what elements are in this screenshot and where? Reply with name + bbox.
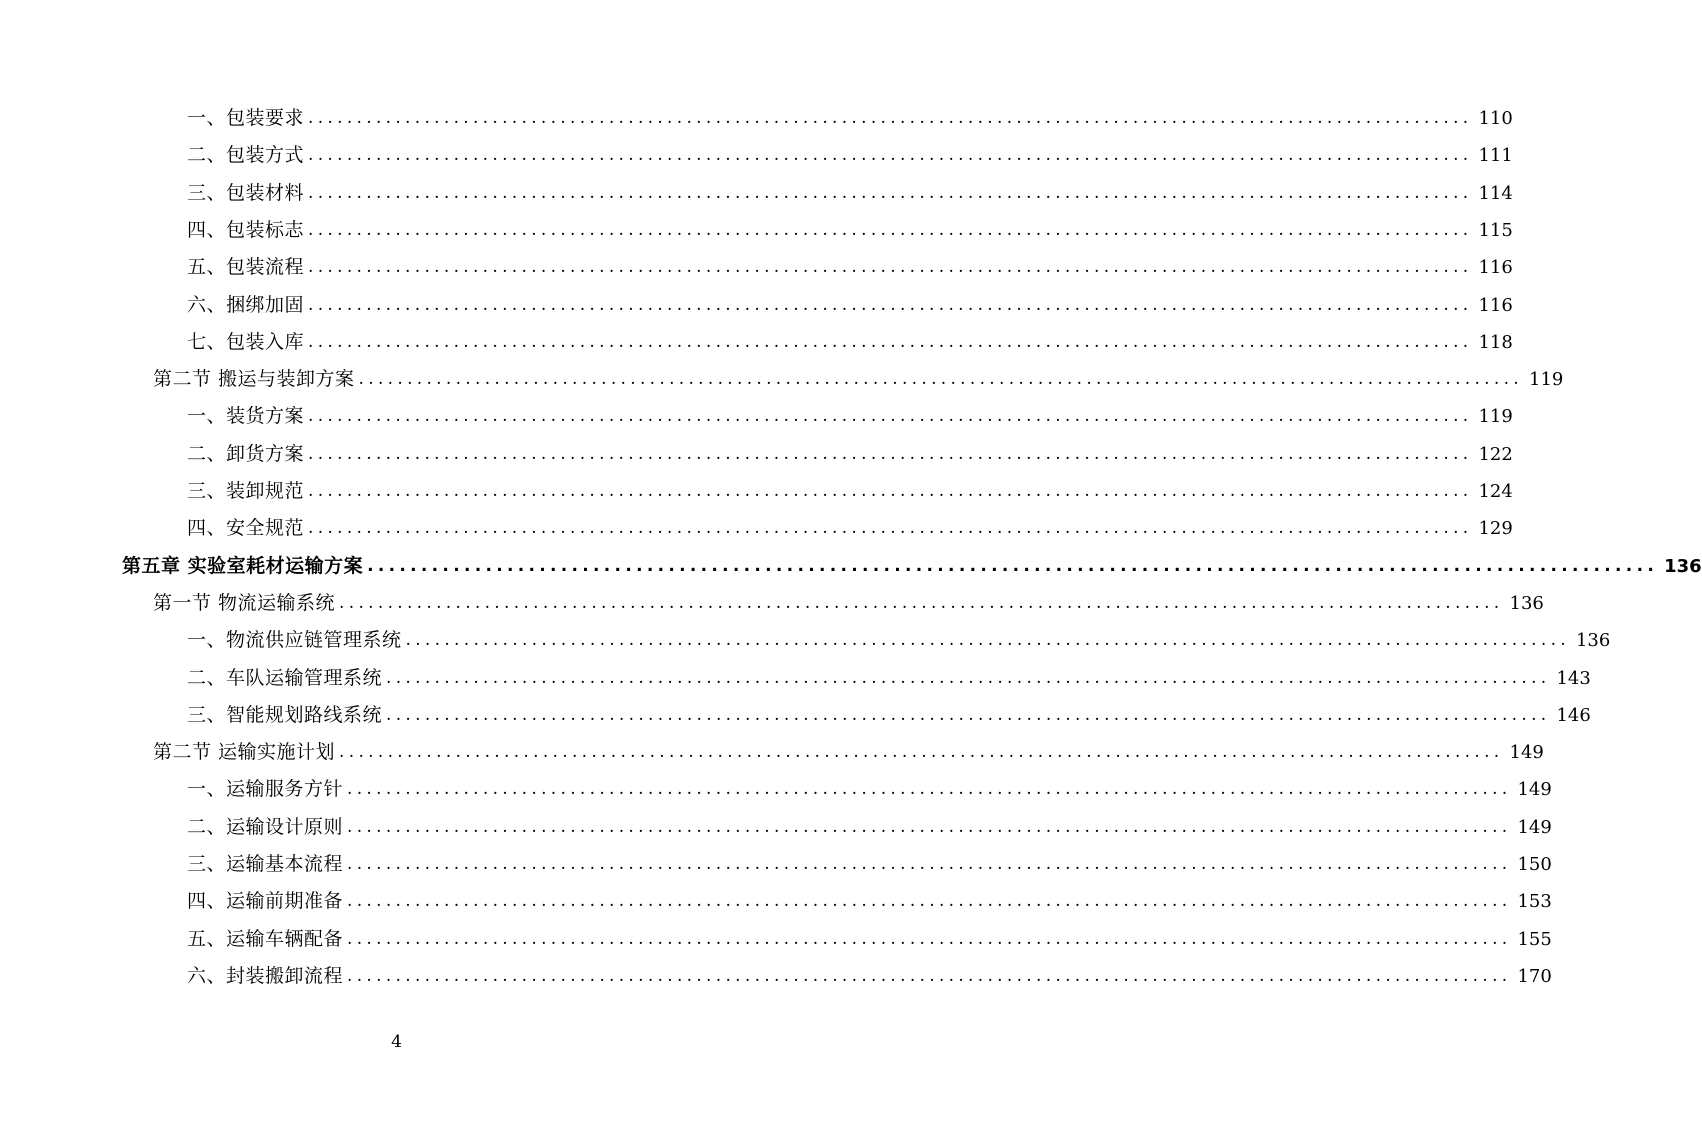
toc-entry-page: 119 — [1478, 406, 1513, 428]
page-number: 4 — [391, 1032, 402, 1052]
dot-leader: ........................................................................................................................ — [386, 704, 1551, 725]
toc-entry-page: 116 — [1478, 257, 1513, 279]
toc-entry[interactable] — [0, 137, 1513, 174]
toc-entry[interactable] — [0, 473, 1513, 510]
toc-entry[interactable] — [0, 510, 1513, 547]
toc-entry[interactable] — [0, 548, 1702, 585]
toc-entry-page: 114 — [1478, 182, 1513, 204]
toc-entry-label: 一、物流供应链管理系统 — [187, 629, 402, 652]
toc-entry[interactable] — [0, 958, 1552, 995]
toc-entry-label: 七、包装入库 — [187, 330, 305, 353]
toc-entry[interactable] — [0, 361, 1564, 398]
dot-leader: ........................................................................................................................ — [308, 108, 1473, 128]
toc-entry-label: 第二节 运输实施计划 — [153, 741, 336, 764]
toc-entry-page: 136 — [1664, 555, 1702, 577]
dot-leader: ........................................................................................................................ — [308, 481, 1473, 501]
dot-leader: ........................................................................................................................ — [347, 816, 1512, 837]
dot-leader: ........................................................................................................................ — [308, 518, 1473, 539]
dot-leader: ........................................................................................................................ — [308, 145, 1473, 166]
toc-entry-page: 136 — [1509, 592, 1544, 614]
toc-entry[interactable] — [0, 585, 1544, 622]
toc-entry-label: 第一节 物流运输系统 — [153, 591, 336, 614]
dot-leader: ........................................................................................................................ — [347, 891, 1512, 912]
toc-entry-label: 六、封装搬卸流程 — [187, 964, 344, 987]
dot-leader: ........................................................................................................................ — [347, 928, 1512, 949]
toc-entry-label: 第五章 实验室耗材运输方案 — [122, 554, 364, 577]
toc-entry[interactable] — [0, 212, 1513, 249]
toc-entry-label: 二、运输设计原则 — [187, 815, 344, 838]
toc-entry-label: 二、车队运输管理系统 — [187, 666, 383, 689]
dot-leader: ........................................................................................................................ — [308, 182, 1473, 203]
dot-leader: ........................................................................................................................ — [347, 854, 1512, 874]
toc-entry-page: 118 — [1478, 331, 1513, 353]
toc-entry-page: 115 — [1478, 219, 1513, 241]
toc-entry[interactable] — [0, 398, 1513, 435]
toc-entry[interactable] — [0, 287, 1513, 324]
toc-entry[interactable] — [0, 921, 1552, 958]
toc-entry-page: 143 — [1556, 667, 1591, 689]
toc-entry[interactable] — [0, 883, 1552, 920]
toc-entry[interactable] — [0, 249, 1513, 286]
toc-entry-label: 二、包装方式 — [187, 144, 305, 167]
toc-entry-label: 第二节 搬运与装卸方案 — [153, 368, 355, 391]
dot-leader: ........................................................................................................................ — [308, 443, 1473, 464]
toc-entry[interactable] — [0, 622, 1611, 659]
dot-leader: ........................................................................................................................ — [347, 779, 1512, 800]
toc-entry-label: 一、装货方案 — [187, 405, 305, 428]
toc-entry-page: 149 — [1517, 816, 1552, 838]
toc-entry-page: 119 — [1529, 369, 1564, 391]
toc-entry-label: 五、包装流程 — [187, 256, 305, 279]
toc-entry-page: 170 — [1517, 965, 1552, 987]
dot-leader: ........................................................................................................................ — [405, 630, 1570, 651]
toc-entry[interactable] — [0, 324, 1513, 361]
dot-leader: ........................................................................................................................ — [308, 331, 1473, 352]
toc-entry[interactable] — [0, 697, 1591, 734]
toc-entry-label: 一、运输服务方针 — [187, 778, 344, 801]
toc-entry[interactable] — [0, 660, 1591, 697]
toc-entry-page: 129 — [1478, 518, 1513, 540]
dot-leader: ........................................................................................................................ — [308, 406, 1473, 427]
dot-leader: ........................................................................................................................ — [347, 965, 1512, 986]
toc-entry-page: 150 — [1517, 854, 1552, 875]
toc-entry-page: 124 — [1478, 481, 1513, 502]
toc-entry-label: 四、安全规范 — [187, 517, 305, 540]
toc-entry-page: 146 — [1556, 704, 1591, 726]
toc-entry-label: 三、包装材料 — [187, 181, 305, 204]
toc-entry-page: 122 — [1478, 443, 1513, 465]
toc-entry-page: 110 — [1478, 108, 1513, 129]
toc-entry[interactable] — [0, 734, 1544, 771]
toc-entry[interactable] — [0, 846, 1552, 883]
toc-entry-page: 153 — [1517, 891, 1552, 913]
toc-entry[interactable] — [0, 100, 1513, 137]
toc-entry-label: 四、包装标志 — [187, 218, 305, 241]
dot-leader: ........................................................................................................................ — [367, 555, 1659, 576]
toc-entry-page: 136 — [1575, 630, 1611, 652]
toc-entry-page: 116 — [1478, 294, 1513, 316]
toc-entry-label: 一、包装要求 — [187, 107, 305, 129]
toc-entry[interactable] — [0, 809, 1552, 846]
toc-entry[interactable] — [0, 771, 1552, 808]
toc-entry-label: 三、装卸规范 — [187, 480, 305, 502]
toc-entry-label: 五、运输车辆配备 — [187, 927, 344, 950]
toc-entry[interactable] — [0, 175, 1513, 212]
toc-entry-page: 149 — [1509, 742, 1544, 764]
toc-entry-label: 三、运输基本流程 — [187, 853, 344, 875]
dot-leader: ........................................................................................................................ — [308, 219, 1473, 240]
toc-entry-page: 155 — [1517, 928, 1552, 950]
toc-entry-page: 149 — [1517, 779, 1552, 801]
dot-leader: ........................................................................................................................ — [339, 592, 1504, 613]
dot-leader: ........................................................................................................................ — [308, 294, 1473, 315]
dot-leader: ........................................................................................................................ — [386, 667, 1551, 688]
toc-entry-label: 二、卸货方案 — [187, 442, 305, 465]
toc-entry-page: 111 — [1478, 145, 1513, 167]
toc-entry[interactable] — [0, 436, 1513, 473]
dot-leader: ........................................................................................................................ — [339, 742, 1504, 763]
toc-entry-label: 三、智能规划路线系统 — [187, 703, 383, 726]
dot-leader: ........................................................................................................................ — [358, 369, 1524, 390]
dot-leader: ........................................................................................................................ — [308, 257, 1473, 278]
toc-entry-label: 四、运输前期准备 — [187, 890, 344, 913]
toc-entry-label: 六、捆绑加固 — [187, 293, 305, 316]
